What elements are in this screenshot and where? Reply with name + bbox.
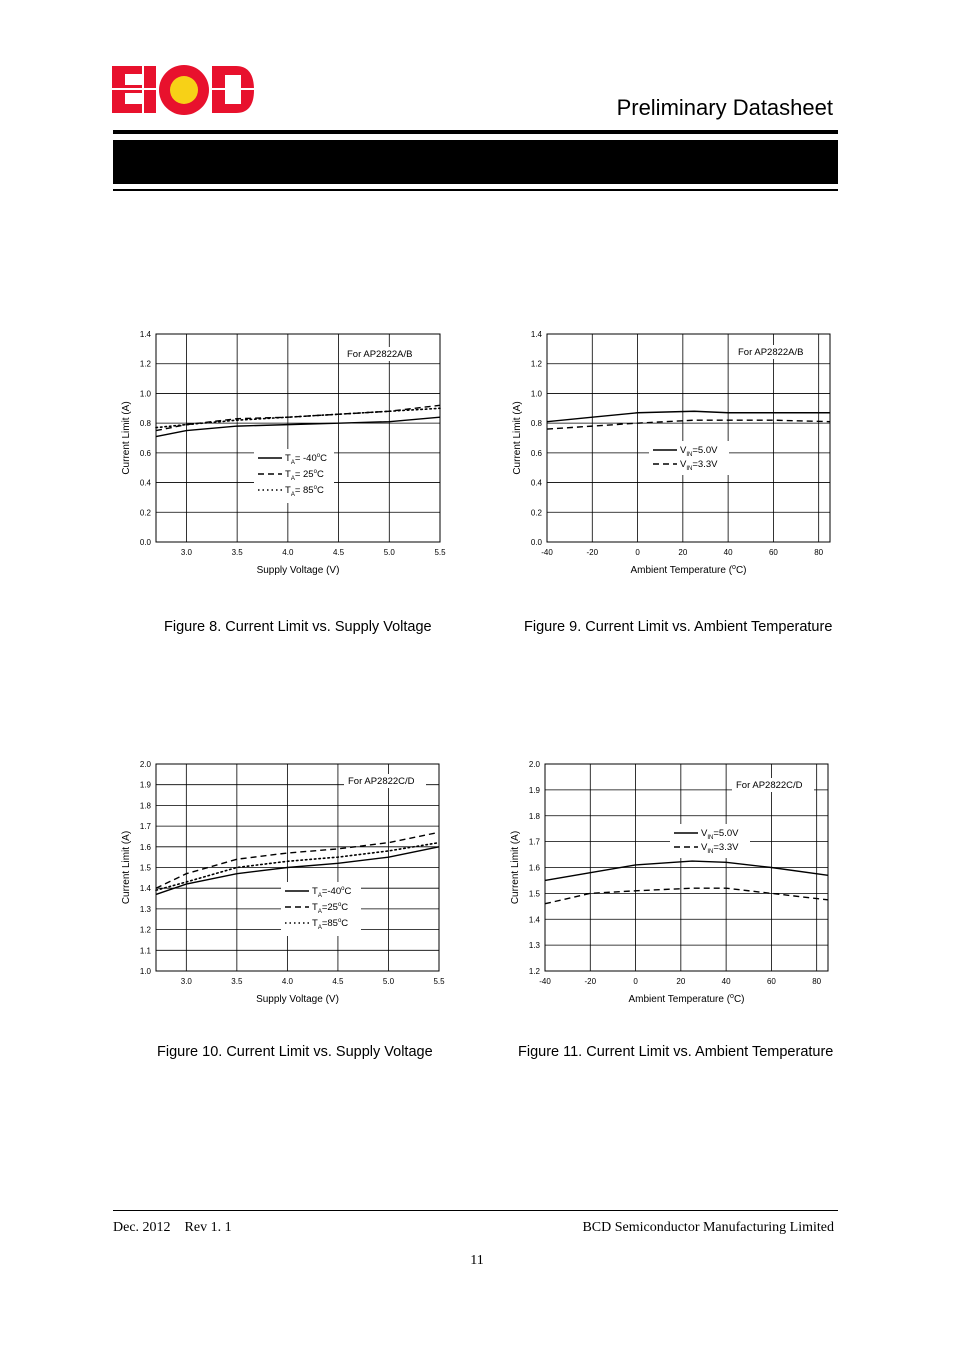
y-tick-label: 1.5 bbox=[139, 863, 151, 873]
x-axis-label: Supply Voltage (V) bbox=[256, 565, 340, 576]
y-tick-label: 1.3 bbox=[528, 941, 540, 951]
legend-superscript: o bbox=[316, 453, 321, 459]
legend-value: =85 bbox=[321, 918, 338, 929]
x-tick-label: 60 bbox=[766, 977, 776, 986]
series-line bbox=[547, 420, 830, 429]
legend-subscript: IN bbox=[686, 452, 693, 458]
legend-name: T bbox=[285, 453, 291, 464]
legend-subscript: A bbox=[317, 925, 322, 931]
legend-subscript: IN bbox=[686, 466, 693, 472]
x-tick-label: 80 bbox=[814, 548, 824, 557]
x-tick-label: -40 bbox=[539, 977, 551, 986]
y-tick-label: 1.6 bbox=[139, 842, 151, 852]
figure-9-caption: Figure 9. Current Limit vs. Ambient Temperature bbox=[524, 619, 833, 635]
legend-unit: C bbox=[320, 453, 327, 464]
x-axis-label: Supply Voltage (V) bbox=[256, 994, 339, 1005]
header-rule-top bbox=[113, 130, 838, 134]
y-tick-label: 1.6 bbox=[528, 863, 540, 873]
x-axis-label: Ambient Temperature ($^o$C) bbox=[628, 993, 745, 1005]
y-tick-label: 1.0 bbox=[139, 389, 151, 399]
bcd-logo-icon bbox=[112, 64, 256, 116]
x-axis-label: Ambient Temperature ($^o$C) bbox=[630, 564, 747, 576]
y-tick-label: 0.4 bbox=[139, 478, 151, 488]
y-axis-label: Current Limit (A) bbox=[512, 401, 523, 475]
footer-company: BCD Semiconductor Manufacturing Limited bbox=[582, 1220, 834, 1235]
x-tick-label: 3.0 bbox=[180, 548, 192, 557]
chart-svg bbox=[110, 755, 460, 1015]
y-axis-label: Current Limit (A) bbox=[510, 830, 521, 905]
x-tick-label: 5.0 bbox=[382, 977, 395, 986]
legend-unit: C bbox=[341, 918, 349, 929]
document-title: Preliminary Datasheet bbox=[616, 95, 833, 120]
y-tick-label: 1.7 bbox=[528, 837, 540, 847]
series-line bbox=[545, 888, 828, 904]
y-tick-label: 1.0 bbox=[530, 389, 542, 399]
y-tick-label: 1.4 bbox=[528, 915, 540, 925]
x-tick-label: -20 bbox=[584, 977, 597, 986]
x-tick-label: -20 bbox=[586, 548, 599, 557]
footer-date-revision: Dec. 2012 Rev 1. 1 bbox=[113, 1220, 232, 1235]
x-tick-label: 4.0 bbox=[282, 548, 294, 557]
legend-subscript: A bbox=[290, 460, 295, 466]
x-tick-label: 40 bbox=[721, 977, 731, 986]
legend-name: T bbox=[312, 886, 318, 897]
legend-unit: C bbox=[341, 902, 349, 913]
y-tick-label: 1.4 bbox=[139, 884, 151, 894]
y-tick-label: 0.0 bbox=[139, 538, 151, 547]
y-tick-label: 0.2 bbox=[139, 508, 151, 518]
series-line bbox=[156, 417, 440, 436]
y-tick-label: 1.8 bbox=[528, 811, 540, 821]
legend-subscript: IN bbox=[707, 835, 714, 841]
x-tick-label: 20 bbox=[678, 548, 688, 557]
x-axis-label-end: C) bbox=[733, 994, 745, 1005]
y-tick-label: 1.9 bbox=[139, 780, 151, 790]
figure-11-chart bbox=[500, 755, 850, 1015]
legend-superscript: o bbox=[337, 902, 342, 908]
legend-subscript: A bbox=[290, 476, 295, 482]
x-tick-label: 80 bbox=[812, 977, 822, 986]
x-tick-label: 5.0 bbox=[383, 548, 395, 557]
y-tick-label: 1.9 bbox=[528, 785, 540, 795]
figure-11-caption: Figure 11. Current Limit vs. Ambient Temperature bbox=[518, 1044, 834, 1060]
x-axis-label-sup: o bbox=[732, 564, 736, 571]
legend-superscript: o bbox=[313, 469, 317, 475]
x-tick-label: 4.5 bbox=[332, 977, 344, 986]
footer-rule bbox=[113, 1210, 838, 1211]
legend-value: = 25 bbox=[294, 469, 314, 480]
legend-name: V bbox=[701, 842, 708, 853]
x-tick-label: 4.5 bbox=[333, 548, 345, 557]
x-tick-label: 0 bbox=[635, 548, 640, 557]
y-tick-label: 1.2 bbox=[528, 967, 540, 976]
legend-name: T bbox=[312, 918, 318, 929]
figure-8-chart bbox=[110, 330, 460, 590]
legend-subscript: A bbox=[290, 492, 295, 498]
header-rule-bottom bbox=[113, 189, 838, 191]
x-tick-label: 5.5 bbox=[434, 548, 446, 557]
chart-annotation: For AP2822C/D bbox=[736, 780, 803, 791]
y-tick-label: 0.6 bbox=[530, 448, 542, 458]
y-tick-label: 0.0 bbox=[530, 538, 542, 547]
x-tick-label: -40 bbox=[541, 548, 553, 557]
y-tick-label: 2.0 bbox=[139, 760, 151, 769]
legend-subscript: A bbox=[317, 909, 322, 915]
section-banner bbox=[113, 140, 838, 184]
legend-name: T bbox=[285, 469, 291, 480]
page-number: 11 bbox=[470, 1253, 484, 1268]
x-axis-label-sup: o bbox=[730, 993, 734, 1000]
chart-annotation: For AP2822A/B bbox=[347, 349, 413, 360]
legend-value: =25 bbox=[321, 902, 338, 913]
legend-name: V bbox=[680, 459, 687, 470]
plot-frame bbox=[547, 334, 830, 542]
legend-superscript: o bbox=[313, 485, 317, 491]
y-tick-label: 1.8 bbox=[139, 801, 151, 811]
y-tick-label: 0.4 bbox=[530, 478, 542, 488]
legend-name: V bbox=[680, 445, 687, 456]
y-axis-label: Current Limit (A) bbox=[121, 401, 132, 475]
x-tick-label: 20 bbox=[676, 977, 686, 986]
y-tick-label: 1.2 bbox=[139, 359, 151, 369]
legend-value: =5.0V bbox=[713, 828, 739, 839]
legend-value: =-40 bbox=[321, 886, 342, 897]
chart-annotation: For AP2822C/D bbox=[348, 776, 415, 787]
y-tick-label: 1.2 bbox=[139, 925, 151, 935]
legend-unit: C bbox=[344, 886, 352, 897]
y-tick-label: 1.2 bbox=[530, 359, 542, 369]
x-tick-label: 4.0 bbox=[281, 977, 293, 986]
chart-annotation: For AP2822A/B bbox=[738, 347, 804, 358]
chart-svg bbox=[500, 330, 850, 590]
legend-subscript: IN bbox=[707, 849, 714, 855]
x-tick-label: 0 bbox=[633, 977, 638, 986]
figure-8-caption: Figure 8. Current Limit vs. Supply Voltage bbox=[164, 619, 432, 635]
x-tick-label: 40 bbox=[723, 548, 733, 557]
y-tick-label: 0.8 bbox=[139, 419, 151, 429]
chart-svg bbox=[110, 330, 460, 590]
legend-unit: C bbox=[316, 485, 324, 496]
x-tick-label: 3.0 bbox=[180, 977, 192, 986]
legend-name: T bbox=[285, 485, 291, 496]
company-logo bbox=[112, 64, 256, 116]
legend-value: =5.0V bbox=[692, 445, 718, 456]
y-tick-label: 1.1 bbox=[139, 946, 151, 956]
series-line bbox=[545, 861, 828, 880]
y-tick-label: 0.6 bbox=[139, 448, 151, 458]
legend-value: = 85 bbox=[294, 485, 314, 496]
figure-10-caption: Figure 10. Current Limit vs. Supply Voltage bbox=[157, 1044, 433, 1060]
y-tick-label: 1.5 bbox=[528, 889, 540, 899]
legend-subscript: A bbox=[317, 893, 322, 899]
x-tick-label: 5.5 bbox=[433, 977, 445, 986]
y-tick-label: 1.7 bbox=[139, 822, 151, 832]
y-tick-label: 1.4 bbox=[530, 330, 542, 339]
legend-unit: C bbox=[316, 469, 324, 480]
y-tick-label: 1.3 bbox=[139, 904, 151, 914]
legend-value: =3.3V bbox=[713, 842, 739, 853]
legend-name: T bbox=[312, 902, 318, 913]
figure-10-chart bbox=[110, 755, 460, 1015]
legend-name: V bbox=[701, 828, 708, 839]
y-tick-label: 0.8 bbox=[530, 419, 542, 429]
legend-superscript: o bbox=[337, 918, 342, 924]
y-axis-label: Current Limit (A) bbox=[121, 830, 132, 905]
x-axis-label-end: C) bbox=[735, 565, 747, 576]
x-tick-label: 3.5 bbox=[231, 548, 243, 557]
y-tick-label: 1.4 bbox=[139, 330, 151, 339]
y-tick-label: 0.2 bbox=[530, 508, 542, 518]
y-tick-label: 2.0 bbox=[528, 760, 540, 769]
legend-superscript: o bbox=[341, 886, 345, 892]
figure-9-chart bbox=[500, 330, 850, 590]
x-tick-label: 3.5 bbox=[231, 977, 243, 986]
plot-frame bbox=[156, 334, 440, 542]
y-tick-label: 1.0 bbox=[139, 967, 151, 976]
logo-center-dot bbox=[170, 76, 198, 104]
legend-value: = -40 bbox=[294, 453, 317, 464]
legend-value: =3.3V bbox=[692, 459, 718, 470]
series-line bbox=[156, 405, 440, 430]
x-tick-label: 60 bbox=[768, 548, 778, 557]
chart-svg bbox=[500, 755, 850, 1015]
